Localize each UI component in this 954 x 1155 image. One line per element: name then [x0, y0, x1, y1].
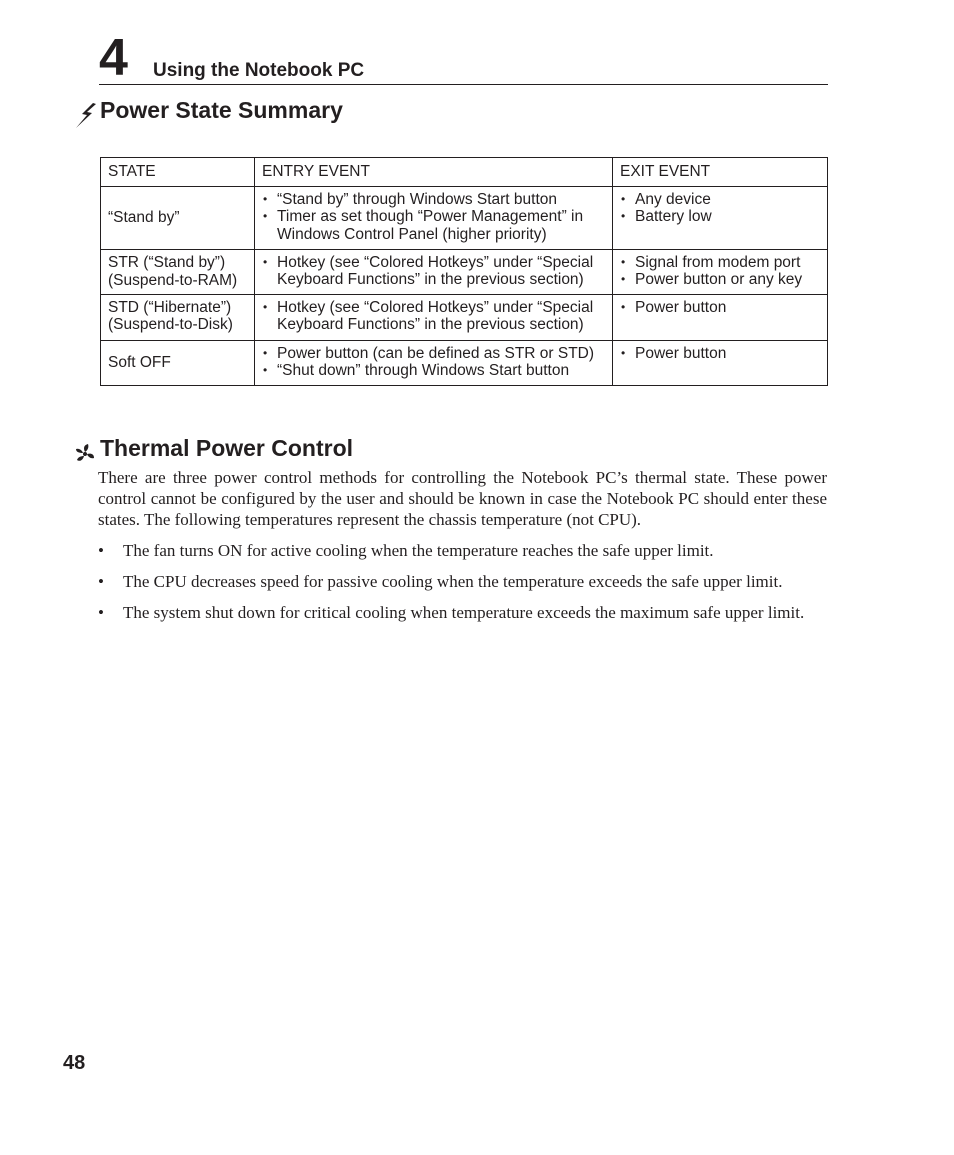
bullet-symbol: • [98, 603, 104, 622]
exit-item: • Power button or any key [620, 271, 820, 289]
thermal-heading [73, 435, 353, 461]
table-row [101, 340, 828, 385]
table-row [101, 186, 828, 249]
page-number: 48 [63, 1052, 86, 1074]
state-cell [101, 186, 255, 249]
exit-cell [613, 294, 828, 340]
exit-item: • Any device [620, 191, 820, 209]
list-item-text: The fan turns ON for active cooling when the temperature reaches the safe upper limit. [123, 541, 714, 560]
thermal-intro-paragraph: There are three power control methods for controlling the Notebook PC’s thermal state. These power control cannot be configured by the user and should be known in case the Notebook PC should enter these states. The following temperatures represent the chassis temperature (not CPU). [98, 468, 827, 529]
chapter-title: Using the Notebook PC [153, 60, 365, 81]
chapter-header [99, 29, 828, 87]
exit-cell [613, 249, 828, 294]
power-state-heading [73, 97, 343, 123]
list-item-text: The system shut down for critical cooling when temperature exceeds the maximum safe upper limit. [123, 603, 805, 622]
state-text: (Suspend-to-Disk) [108, 316, 233, 333]
bullet-symbol: • [98, 541, 104, 560]
power-state-table [100, 157, 828, 386]
entry-cell [255, 249, 613, 294]
list-item [98, 540, 827, 561]
entry-cell [255, 340, 613, 385]
entry-cell [255, 294, 613, 340]
exit-item: • Battery low [620, 208, 820, 226]
exit-item: • Power button [620, 299, 820, 317]
entry-item: • Power button (can be defined as STR or STD) [262, 345, 605, 363]
exit-cell [613, 186, 828, 249]
table-header-row [101, 158, 828, 187]
state-cell [101, 294, 255, 340]
bullet-symbol: • [98, 572, 104, 591]
state-text: STD (“Hibernate”) [108, 298, 232, 316]
state-text: “Stand by” [108, 208, 180, 226]
fan-icon [73, 435, 99, 461]
state-text: Soft OFF [108, 353, 171, 371]
entry-cell [255, 186, 613, 249]
entry-item: • Hotkey (see “Colored Hotkeys” under “Special Keyboard Functions” in the previous section) [262, 299, 605, 334]
list-item-text: The CPU decreases speed for passive cooling when the temperature exceeds the safe upper limit. [123, 572, 783, 591]
entry-item: • “Stand by” through Windows Start button [262, 191, 605, 209]
exit-cell [613, 340, 828, 385]
exit-item: • Power button [620, 345, 820, 363]
exit-item: • Signal from modem port [620, 254, 820, 272]
lightning-bolt-icon [73, 97, 99, 123]
table-row [101, 249, 828, 294]
list-item [98, 602, 827, 623]
state-text: STR (“Stand by”) [108, 254, 226, 271]
entry-item: • Timer as set though “Power Management” in Windows Control Panel (higher priority) [262, 208, 605, 243]
section-title-thermal: Thermal Power Control [100, 435, 354, 461]
section-title-power: Power State Summary [100, 97, 343, 123]
thermal-bullet-list [98, 540, 827, 633]
list-item [98, 571, 827, 592]
column-header-exit: EXIT EVENT [613, 158, 828, 187]
entry-item: • Hotkey (see “Colored Hotkeys” under “Special Keyboard Functions” in the previous section) [262, 254, 605, 289]
state-cell [101, 340, 255, 385]
chapter-number: 4 [99, 29, 128, 87]
entry-item: • “Shut down” through Windows Start button [262, 362, 605, 380]
column-header-state: STATE [101, 158, 255, 187]
column-header-entry: ENTRY EVENT [255, 158, 613, 187]
table-row [101, 294, 828, 340]
state-cell [101, 249, 255, 294]
state-text: (Suspend-to-RAM) [108, 271, 238, 289]
